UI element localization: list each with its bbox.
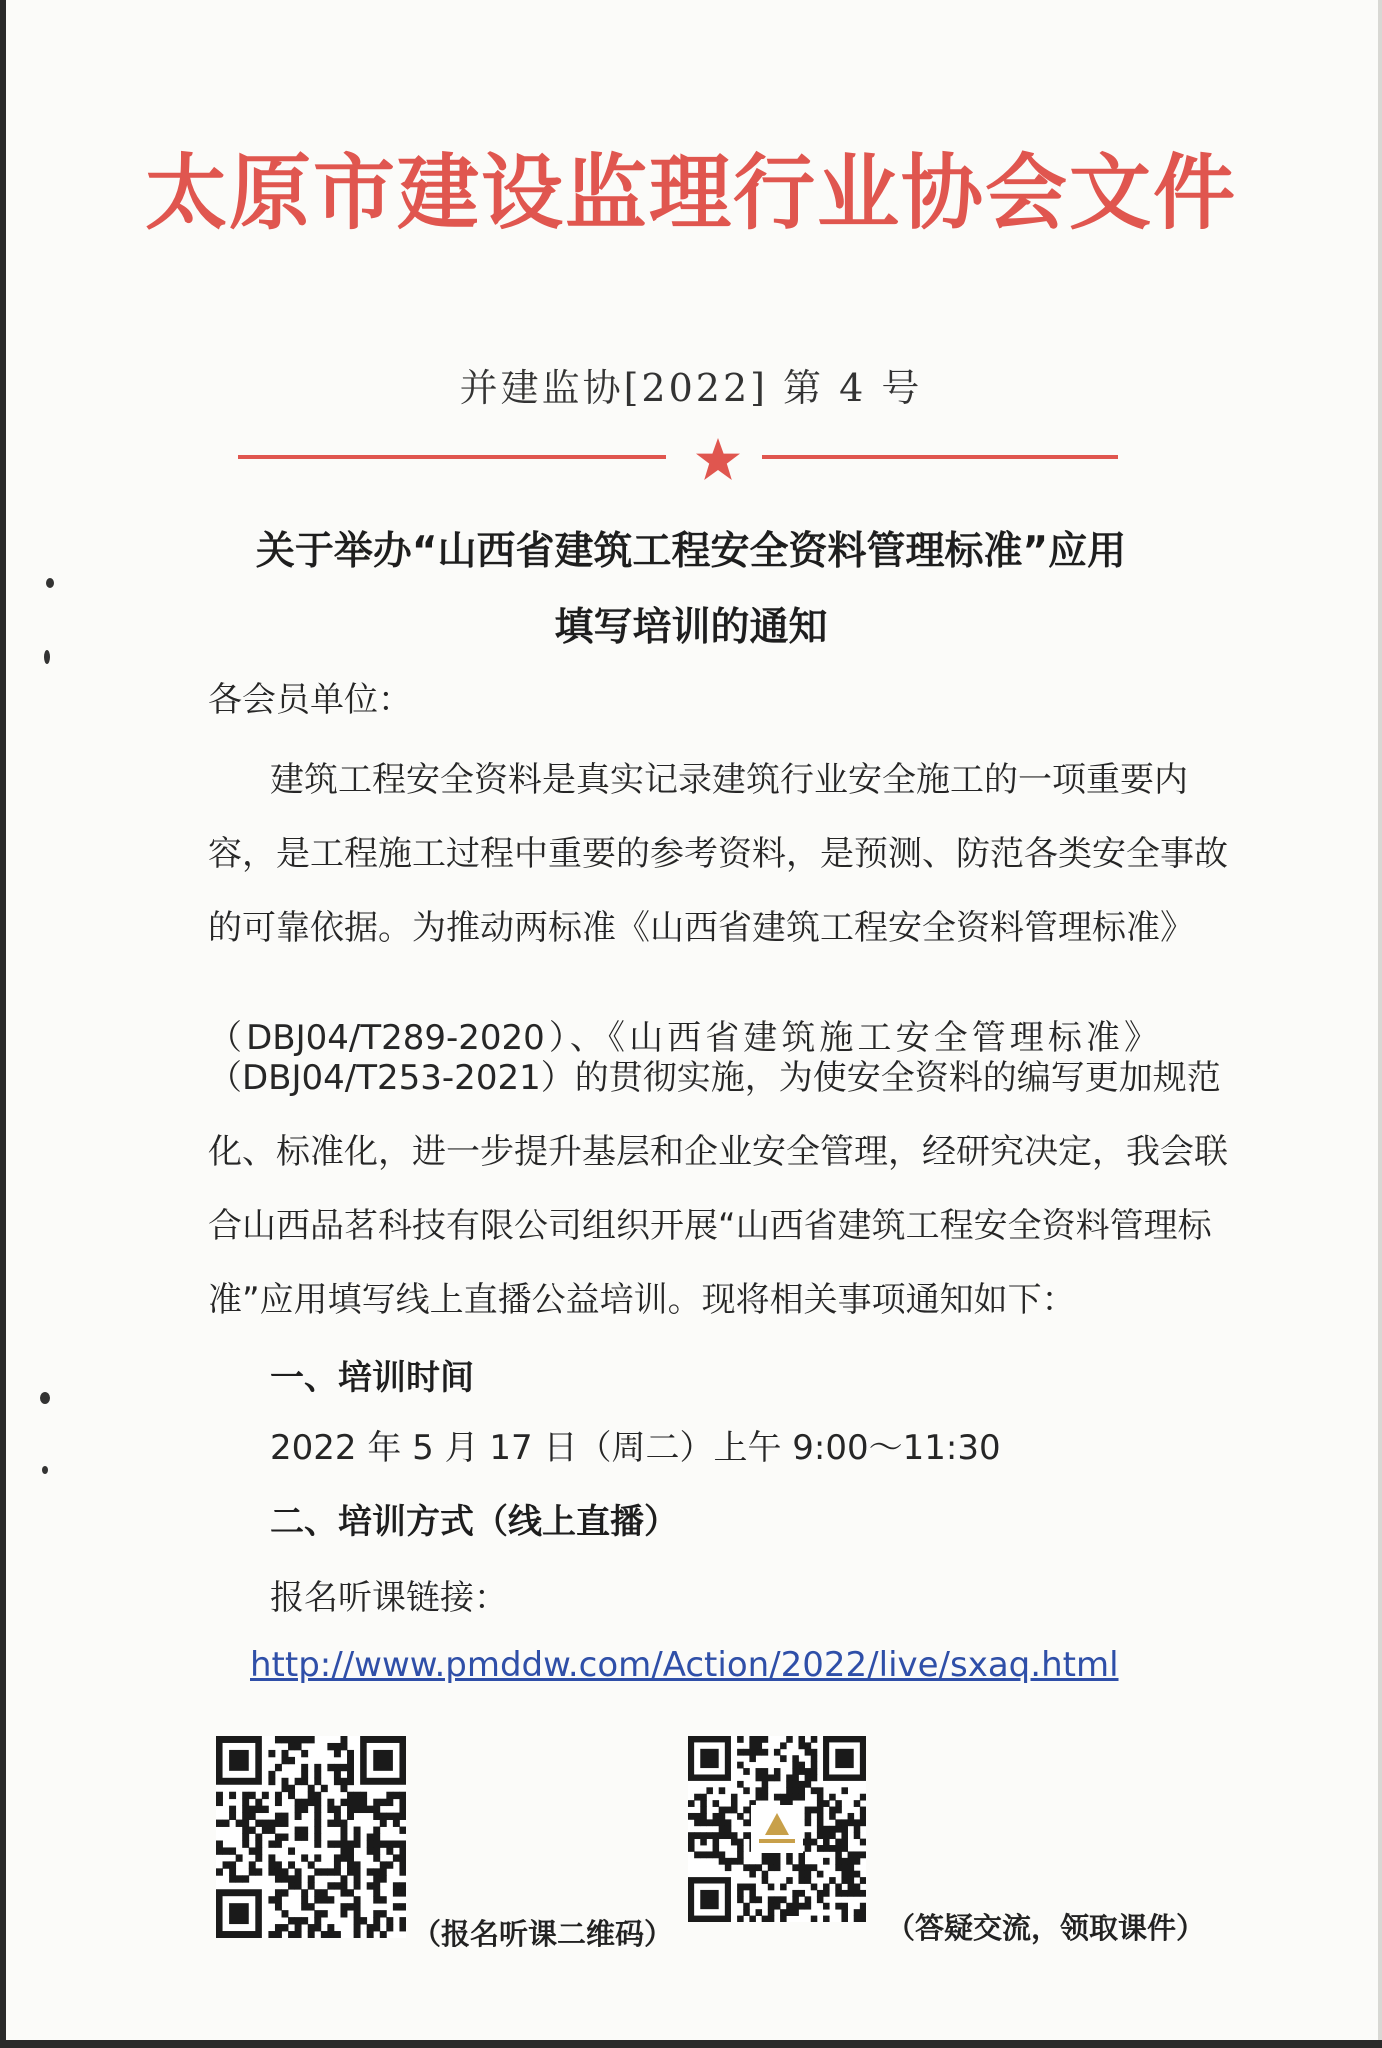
- qr-caption-signup: （报名听课二维码）: [412, 1917, 674, 1951]
- scan-edge-left: [0, 0, 6, 2048]
- body-line: 的可靠依据。为推动两标准《山西省建筑工程安全资料管理标准》: [208, 908, 1194, 948]
- qa-qr-code[interactable]: [688, 1736, 866, 1922]
- body-line: （DBJ04/T289-2020）、《山西省建筑施工安全管理标准》: [208, 1018, 1158, 1058]
- body-line: 化、标准化，进一步提升基层和企业安全管理，经研究决定，我会联: [208, 1132, 1228, 1172]
- body-line: 容，是工程施工过程中重要的参考资料，是预测、防范各类安全事故: [208, 834, 1228, 874]
- qr-code-icon: [216, 1736, 406, 1938]
- body-line: （DBJ04/T253-2021）的贯彻实施，为使安全资料的编写更加规范: [208, 1058, 1221, 1098]
- scan-speck: [42, 1466, 48, 1474]
- scan-edge-right: [1378, 0, 1382, 2048]
- scan-speck: [40, 1392, 50, 1404]
- qr-code-icon: [688, 1736, 866, 1922]
- scan-speck: [46, 578, 54, 588]
- qr-caption-qa: （答疑交流，领取课件）: [886, 1911, 1206, 1945]
- salutation: 各会员单位：: [208, 680, 412, 720]
- section-heading-method: 二、培训方式（线上直播）: [270, 1502, 678, 1542]
- header-rule-left: [238, 455, 666, 459]
- signup-link[interactable]: http://www.pmddw.com/Action/2022/live/sxaq.html: [250, 1645, 1119, 1685]
- body-line: 合山西品茗科技有限公司组织开展“山西省建筑工程安全资料管理标: [208, 1206, 1212, 1246]
- red-star-icon: [694, 436, 742, 484]
- training-time-value: 2022 年 5 月 17 日（周二）上午 9:00～11:30: [270, 1428, 1001, 1468]
- scan-speck: [44, 650, 50, 664]
- header-rule-right: [762, 455, 1118, 459]
- notice-title-line1: 关于举办“山西省建筑工程安全资料管理标准”应用: [255, 529, 1127, 574]
- document-number: 并建监协[2022] 第 4 号: [459, 366, 923, 410]
- signup-qr-code[interactable]: [216, 1736, 406, 1938]
- section-heading-time: 一、培训时间: [270, 1358, 474, 1398]
- signup-link-label: 报名听课链接：: [270, 1578, 508, 1618]
- notice-title-line2: 填写培训的通知: [554, 605, 828, 650]
- scan-edge-bottom: [0, 2040, 1382, 2048]
- body-line: 准”应用填写线上直播公益培训。现将相关事项通知如下：: [208, 1280, 1076, 1320]
- issuer-header-title: 太原市建设监理行业协会文件: [144, 145, 1237, 241]
- body-line: 建筑工程安全资料是真实记录建筑行业安全施工的一项重要内: [270, 760, 1188, 800]
